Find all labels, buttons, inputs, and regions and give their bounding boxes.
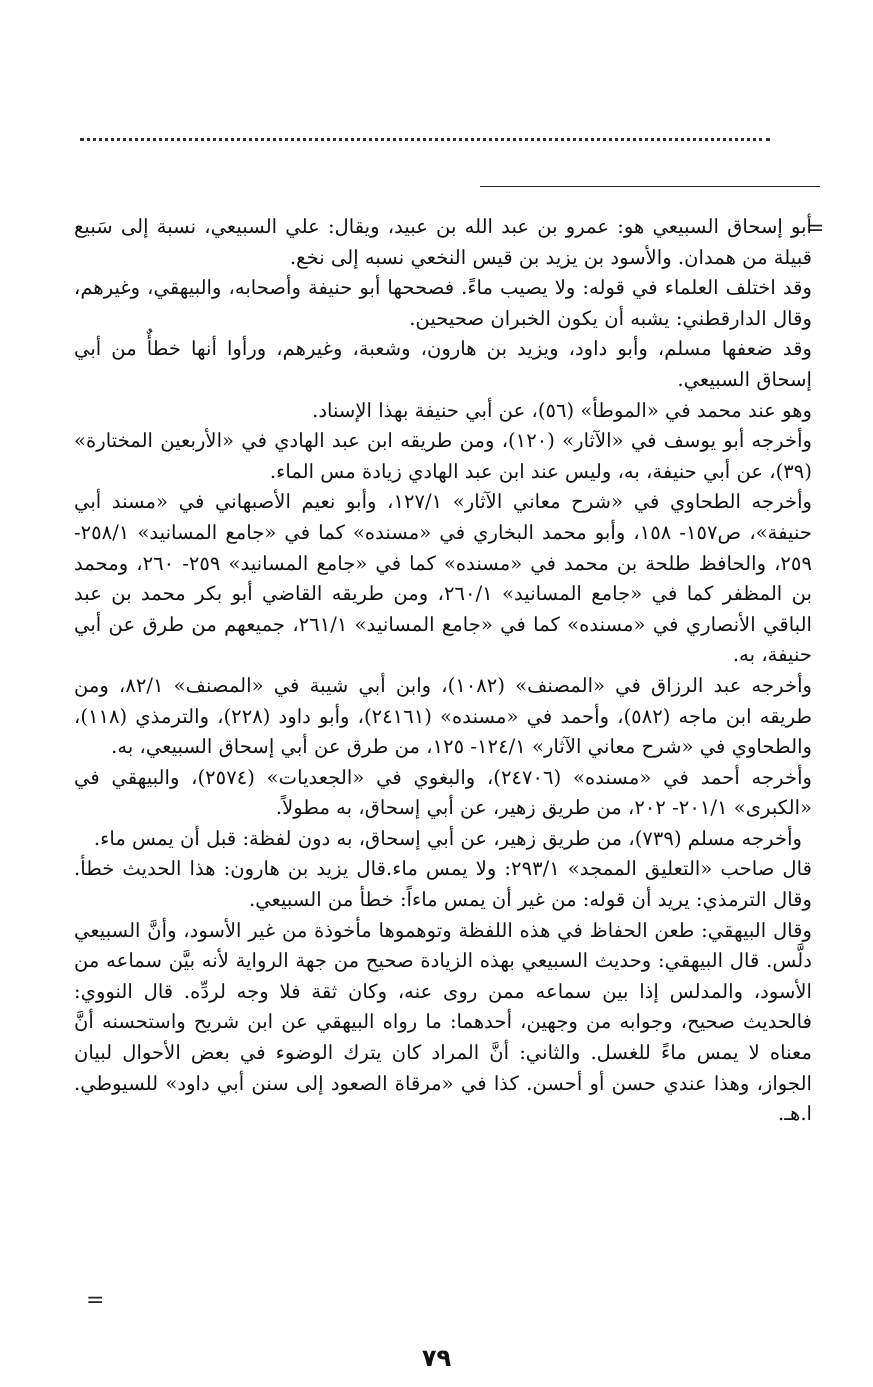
footnote-paragraph: وأخرجه مسلم (٧٣٩)، من طريق زهير، عن أبي إسحاق، به دون لفظة: قبل أن يمس ماء. bbox=[93, 826, 802, 850]
footnote-paragraph: وأخرجه أحمد في «مسنده» (٢٤٧٠٦)، والبغوي في «الجعديات» (٢٥٧٤)، والبيهقي في «الكبرى» ٢٠١/١- ٢٠٢، من طريق زهير، عن أبي إسحاق، به مطولاً. bbox=[74, 765, 812, 820]
continuation-mark-bottom: = bbox=[86, 1288, 105, 1313]
dotted-separator bbox=[80, 138, 770, 141]
footnote-paragraph: وقال البيهقي: طعن الحفاظ في هذه اللفظة وتوهموها مأخوذة من غير الأسود، وأنَّ السبيعي دلَّس. قال البيهقي: وحديث السبيعي بهذه الزيادة صحيح من جهة الرواية لأنه بيَّن سماعه من الأسود، والمدلس إذا بين سماعه ممن روى عنه، وكان ثقة فلا وجه لردِّه. قال النووي: فالحديث صحيح، وجوابه من وجهين، أحدهما: ما رواه البيهقي عن ابن شريح واستحسنه أنَّ معناه لا يمس ماءً للغسل. والثاني: أنَّ المراد كان يترك الوضوء في بعض الأحوال لبيان الجواز، وهذا عندي حسن أو أحسن. كذا في «مرقاة الصعود إلى سنن أبي داود» للسيوطي. ا.هـ. bbox=[74, 918, 812, 1126]
footnote-paragraph: وقد ضعفها مسلم، وأبو داود، ويزيد بن هارون، وشعبة، وغيرهم، ورأوا أنها خطأٌ من أبي إسحاق السبيعي. bbox=[74, 337, 812, 391]
continuation-mark-top: = bbox=[806, 216, 825, 241]
footnote-paragraph: وأخرجه أبو يوسف في «الآثار» (١٢٠)، ومن طريقه ابن عبد الهادي في «الأربعين المختارة» (٣٩)، عن أبي حنيفة، به، وليس عند ابن عبد الهادي زيادة مس الماء. bbox=[74, 429, 812, 483]
footnote-paragraph: وقد اختلف العلماء في قوله: ولا يصيب ماءً. فصححها أبو حنيفة وأصحابه، والبيهقي، وغيرهم، وقال الدارقطني: يشبه أن يكون الخبران صحيحين. bbox=[74, 276, 812, 330]
footnote-rule bbox=[480, 186, 820, 187]
footnote-paragraph: وأخرجه الطحاوي في «شرح معاني الآثار» ١٢٧/١، وأبو نعيم الأصبهاني في «مسند أبي حنيفة»، ص١٥٧- ١٥٨، وأبو محمد البخاري في «مسنده» كما في «جامع المسانيد» ٢٥٨/١- ٢٥٩، والحافظ طلحة بن محمد في «مسنده» كما في «جامع المسانيد» ٢٥٩- ٢٦٠، ومحمد بن المظفر كما في «جامع المسانيد» ٢٦٠/١، ومن طريقه القاضي أبو بكر محمد بن عبد الباقي الأنصاري في «مسنده» كما في «جامع المسانيد» ٢٦١/١، جميعهم من طرق عن أبي حنيفة، به. bbox=[74, 490, 812, 667]
footnote-paragraph: قال صاحب «التعليق الممجد» ٢٩٣/١: ولا يمس ماء.قال يزيد بن هارون: هذا الحديث خطأ. وقال الترمذي: يريد أن قوله: من غير أن يمس ماءاً: خطأ من السبيعي. bbox=[74, 857, 812, 912]
page-number: ٧٩ bbox=[421, 1344, 452, 1372]
footnote-paragraph: وهو عند محمد في «الموطأ» (٥٦)، عن أبي حنيفة بهذا الإسناد. bbox=[312, 398, 812, 422]
footnote-body bbox=[74, 212, 812, 1130]
footnote-paragraph: أبو إسحاق السبيعي هو: عمرو بن عبد الله بن عبيد، ويقال: علي السبيعي، نسبة إلى سَبيع قبيلة من همدان. والأسود بن يزيد بن قيس النخعي نسبه إلى نخع. bbox=[74, 215, 812, 269]
footnote-paragraph: وأخرجه عبد الرزاق في «المصنف» (١٠٨٢)، وابن أبي شيبة في «المصنف» ٨٢/١، ومن طريقه ابن ماجه (٥٨٢)، وأحمد في «مسنده» (٢٤١٦١)، وأبو داود (٢٢٨)، والترمذي (١١٨)، والطحاوي في «شرح معاني الآثار» ١٢٤/١- ١٢٥، من طرق عن أبي إسحاق السبيعي، به. bbox=[74, 673, 812, 759]
